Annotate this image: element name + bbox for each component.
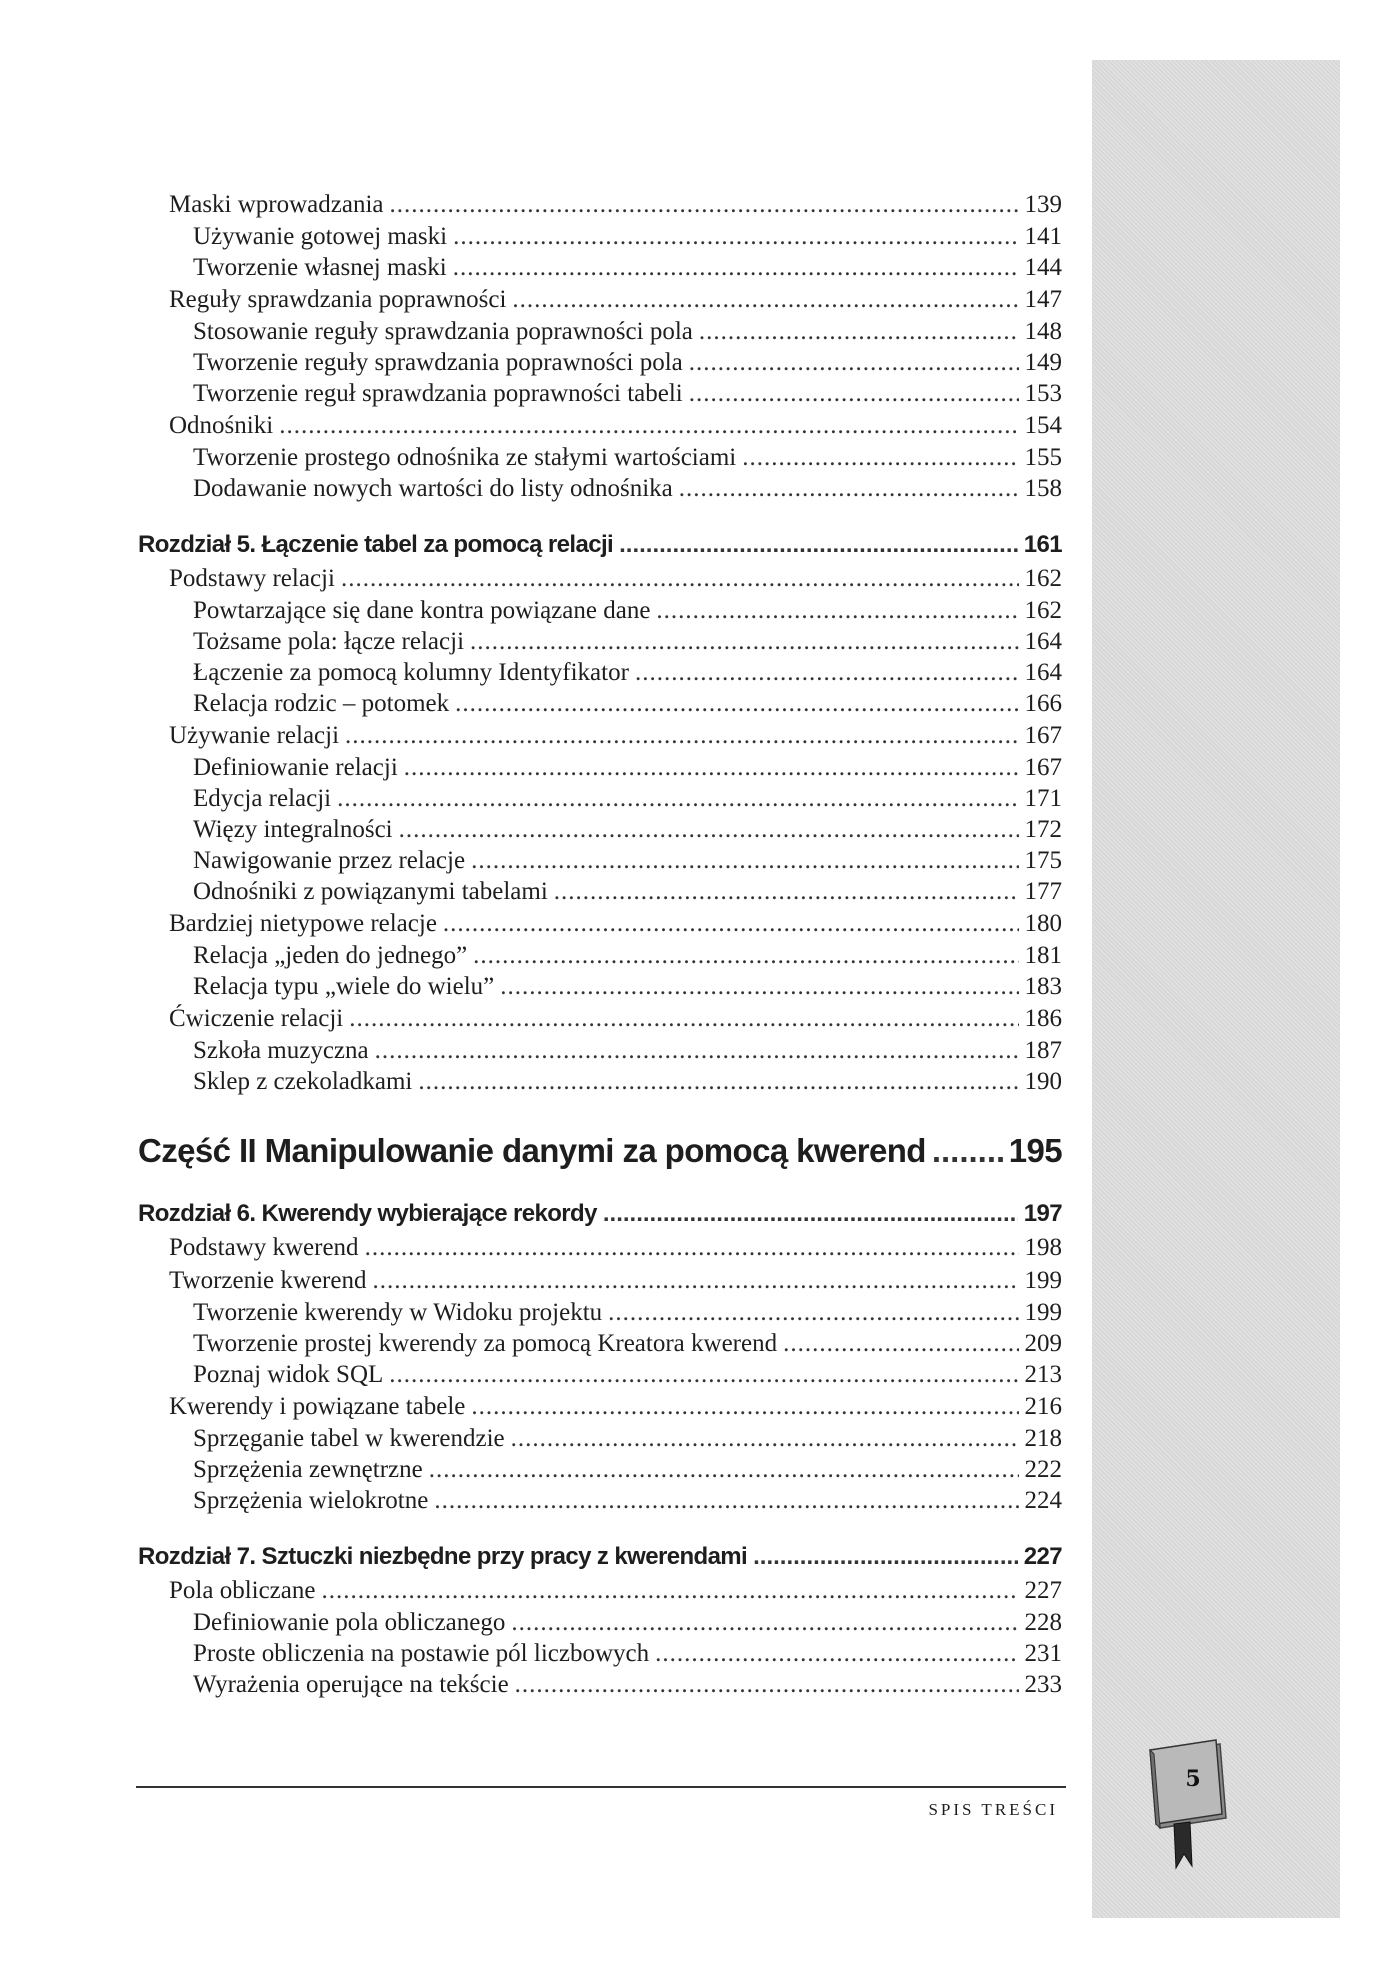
book-bookmark-icon: [1140, 1736, 1240, 1886]
entry-title: Kwerendy i powiązane tabele: [169, 1393, 466, 1420]
dot-leader: [511, 1607, 1018, 1638]
entry-title: Powtarzające się dane kontra powiązane dane: [193, 597, 651, 624]
dot-leader: [689, 378, 1019, 409]
entry-page-number: 175: [1024, 847, 1062, 874]
toc-subentry: [138, 1454, 1062, 1485]
toc-subentry: [138, 1485, 1062, 1516]
entry-title: Proste obliczenia na postawie pól liczbowych: [193, 1640, 650, 1667]
dot-leader: [418, 1066, 1018, 1097]
entry-page-number: 224: [1024, 1487, 1062, 1514]
toc-subentry: [138, 1035, 1062, 1066]
entry-title: Relacja „jeden do jednego”: [193, 942, 468, 969]
toc-subentry: [138, 347, 1062, 378]
chapter-heading: [138, 1197, 1062, 1231]
entry-page-number: 144: [1024, 254, 1062, 281]
entry-page-number: 162: [1024, 597, 1062, 624]
entry-page-number: 172: [1024, 816, 1062, 843]
dot-leader: [471, 845, 1018, 876]
entry-page-number: 222: [1024, 1456, 1062, 1483]
entry-page-number: 199: [1024, 1299, 1062, 1326]
entry-title: Maski wprowadzania: [169, 191, 384, 218]
entry-title: Relacja typu „wiele do wielu”: [193, 973, 495, 1000]
dot-leader: [554, 876, 1019, 907]
entry-page-number: 161: [1023, 531, 1062, 558]
entry-title: Edycja relacji: [193, 785, 332, 812]
entry-page-number: 177: [1024, 878, 1062, 905]
dot-leader: [753, 1540, 1018, 1574]
entry-page-number: 227: [1024, 1577, 1062, 1604]
entry-page-number: 190: [1024, 1068, 1062, 1095]
toc-subentry: [138, 971, 1062, 1002]
toc-subentry: [138, 442, 1062, 473]
toc-subentry: [138, 876, 1062, 907]
entry-title: Używanie gotowej maski: [193, 223, 448, 250]
toc-entry: [138, 719, 1062, 752]
entry-page-number: 218: [1024, 1425, 1062, 1452]
entry-title: Dodawanie nowych wartości do listy odnośnika: [193, 475, 673, 502]
dot-leader: [515, 1669, 1019, 1700]
entry-title: Tworzenie reguł sprawdzania poprawności tabeli: [193, 380, 683, 407]
dot-leader: [429, 1454, 1019, 1485]
toc-entry: [138, 1390, 1062, 1423]
toc-subentry: [138, 845, 1062, 876]
dot-leader: [453, 252, 1019, 283]
entry-page-number: 195: [1008, 1132, 1062, 1169]
entry-title: Tworzenie kwerendy w Widoku projektu: [193, 1299, 603, 1326]
toc-entry: [138, 188, 1062, 221]
entry-title: Tworzenie kwerend: [169, 1267, 367, 1294]
dot-leader: [470, 626, 1018, 657]
entry-title: Poznaj widok SQL: [193, 1361, 384, 1388]
toc-subentry: [138, 752, 1062, 783]
dot-leader: [608, 1297, 1018, 1328]
chapter-heading: [138, 528, 1062, 562]
toc-entry: [138, 1002, 1062, 1035]
entry-page-number: 181: [1024, 942, 1062, 969]
toc-subentry: [138, 783, 1062, 814]
dot-leader: [932, 1129, 1003, 1173]
entry-title: Więzy integralności: [193, 816, 393, 843]
dot-leader: [455, 688, 1018, 719]
entry-title: Podstawy kwerend: [169, 1234, 359, 1261]
dot-leader: [375, 1035, 1019, 1066]
dot-leader: [404, 752, 1019, 783]
toc-entry: [138, 409, 1062, 442]
entry-page-number: 141: [1024, 223, 1062, 250]
toc-subentry: [138, 1359, 1062, 1390]
entry-page-number: 147: [1024, 286, 1062, 313]
dot-leader: [321, 1574, 1018, 1607]
chapter-heading: [138, 1540, 1062, 1574]
entry-page-number: 155: [1024, 444, 1062, 471]
toc-subentry: [138, 1297, 1062, 1328]
toc-entry: [138, 283, 1062, 316]
dot-leader: [679, 473, 1019, 504]
entry-title: Część II Manipulowanie danymi za pomocą kwerend: [138, 1132, 926, 1169]
toc-subentry: [138, 595, 1062, 626]
toc-subentry: [138, 1607, 1062, 1638]
entry-page-number: 164: [1024, 628, 1062, 655]
entry-title: Podstawy relacji: [169, 565, 335, 592]
dot-leader: [443, 907, 1019, 940]
entry-title: Reguły sprawdzania poprawności: [169, 286, 507, 313]
entry-page-number: 228: [1024, 1609, 1062, 1636]
dot-leader: [471, 1390, 1018, 1423]
entry-page-number: 233: [1024, 1671, 1062, 1698]
entry-title: Szkoła muzyczna: [193, 1037, 369, 1064]
entry-title: Używanie relacji: [169, 722, 340, 749]
toc-subentry: [138, 252, 1062, 283]
toc-entry: [138, 1574, 1062, 1607]
entry-title: Rozdział 6. Kwerendy wybierające rekordy: [138, 1200, 597, 1227]
dot-leader: [656, 595, 1018, 626]
entry-title: Tworzenie prostej kwerendy za pomocą Kreatora kwerend: [193, 1330, 778, 1357]
entry-page-number: 154: [1024, 412, 1062, 439]
entry-page-number: 180: [1024, 910, 1062, 937]
dot-leader: [453, 221, 1018, 252]
toc-subentry: [138, 1423, 1062, 1454]
entry-page-number: 167: [1024, 754, 1062, 781]
entry-page-number: 139: [1024, 191, 1062, 218]
entry-page-number: 149: [1024, 349, 1062, 376]
entry-title: Rozdział 7. Sztuczki niezbędne przy pracy z kwerendami: [138, 1543, 748, 1570]
toc-subentry: [138, 1638, 1062, 1669]
entry-title: Sklep z czekoladkami: [193, 1068, 413, 1095]
dot-leader: [689, 347, 1019, 378]
entry-title: Pola obliczane: [169, 1577, 316, 1604]
dot-leader: [337, 783, 1018, 814]
entry-title: Sprzężenia zewnętrzne: [193, 1456, 423, 1483]
toc-entry: [138, 907, 1062, 940]
entry-page-number: 186: [1024, 1005, 1062, 1032]
entry-title: Rozdział 5. Łączenie tabel za pomocą relacji: [138, 531, 614, 558]
entry-title: Sprzężenia wielokrotne: [193, 1487, 429, 1514]
entry-title: Tworzenie własnej maski: [193, 254, 447, 281]
dot-leader: [619, 528, 1018, 562]
entry-title: Definiowanie pola obliczanego: [193, 1609, 506, 1636]
toc-subentry: [138, 378, 1062, 409]
entry-page-number: 166: [1024, 690, 1062, 717]
page-number: 5: [1185, 1766, 1201, 1792]
entry-title: Relacja rodzic – potomek: [193, 690, 450, 717]
dot-leader: [390, 188, 1019, 221]
dot-leader: [655, 1638, 1018, 1669]
book-icon-graphic: [1140, 1736, 1240, 1886]
footer-divider: [136, 1786, 1066, 1788]
entry-page-number: 162: [1024, 565, 1062, 592]
entry-title: Bardziej nietypowe relacje: [169, 910, 437, 937]
dot-leader: [434, 1485, 1018, 1516]
entry-title: Odnośniki z powiązanymi tabelami: [193, 878, 548, 905]
entry-title: Tworzenie reguły sprawdzania poprawności pola: [193, 349, 683, 376]
dot-leader: [742, 442, 1018, 473]
part-heading: [138, 1129, 1062, 1173]
dot-leader: [372, 1264, 1018, 1297]
entry-page-number: 213: [1024, 1361, 1062, 1388]
sidebar-band: [1092, 60, 1340, 1918]
dot-leader: [635, 657, 1019, 688]
toc-subentry: [138, 1066, 1062, 1097]
dot-leader: [349, 1002, 1018, 1035]
toc-subentry: [138, 814, 1062, 845]
entry-title: Sprzęganie tabel w kwerendzie: [193, 1425, 505, 1452]
dot-leader: [783, 1328, 1018, 1359]
toc-subentry: [138, 688, 1062, 719]
dot-leader: [341, 562, 1019, 595]
entry-page-number: 183: [1024, 973, 1062, 1000]
entry-page-number: 227: [1023, 1543, 1062, 1570]
entry-title: Łączenie za pomocą kolumny Identyfikator: [193, 659, 629, 686]
entry-page-number: 199: [1024, 1267, 1062, 1294]
toc-subentry: [138, 221, 1062, 252]
table-of-contents: [138, 188, 1062, 1700]
entry-title: Tworzenie prostego odnośnika ze stałymi wartościami: [193, 444, 737, 471]
toc-subentry: [138, 657, 1062, 688]
dot-leader: [511, 1423, 1019, 1454]
toc-subentry: [138, 940, 1062, 971]
dot-leader: [512, 283, 1018, 316]
entry-page-number: 209: [1024, 1330, 1062, 1357]
entry-page-number: 197: [1023, 1200, 1062, 1227]
entry-page-number: 171: [1024, 785, 1062, 812]
toc-entry: [138, 1231, 1062, 1264]
dot-leader: [365, 1231, 1019, 1264]
toc-entry: [138, 1264, 1062, 1297]
entry-page-number: 153: [1024, 380, 1062, 407]
entry-page-number: 198: [1024, 1234, 1062, 1261]
entry-page-number: 164: [1024, 659, 1062, 686]
dot-leader: [389, 1359, 1018, 1390]
dot-leader: [473, 940, 1018, 971]
dot-leader: [399, 814, 1019, 845]
entry-title: Wyrażenia operujące na tekście: [193, 1671, 509, 1698]
dot-leader: [279, 409, 1018, 442]
entry-page-number: 187: [1024, 1037, 1062, 1064]
dot-leader: [603, 1197, 1018, 1231]
entry-title: Nawigowanie przez relacje: [193, 847, 466, 874]
entry-title: Odnośniki: [169, 412, 274, 439]
toc-subentry: [138, 316, 1062, 347]
entry-title: Tożsame pola: łącze relacji: [193, 628, 465, 655]
entry-title: Stosowanie reguły sprawdzania poprawności pola: [193, 318, 693, 345]
toc-subentry: [138, 1669, 1062, 1700]
toc-subentry: [138, 626, 1062, 657]
entry-title: Definiowanie relacji: [193, 754, 398, 781]
entry-page-number: 216: [1024, 1393, 1062, 1420]
entry-page-number: 148: [1024, 318, 1062, 345]
dot-leader: [699, 316, 1019, 347]
entry-page-number: 167: [1024, 722, 1062, 749]
entry-page-number: 158: [1024, 475, 1062, 502]
running-footer: SPIS TREŚCI: [928, 1800, 1058, 1819]
dot-leader: [500, 971, 1018, 1002]
toc-entry: [138, 562, 1062, 595]
dot-leader: [345, 719, 1018, 752]
entry-page-number: 231: [1024, 1640, 1062, 1667]
entry-title: Ćwiczenie relacji: [169, 1005, 344, 1032]
toc-subentry: [138, 473, 1062, 504]
toc-subentry: [138, 1328, 1062, 1359]
